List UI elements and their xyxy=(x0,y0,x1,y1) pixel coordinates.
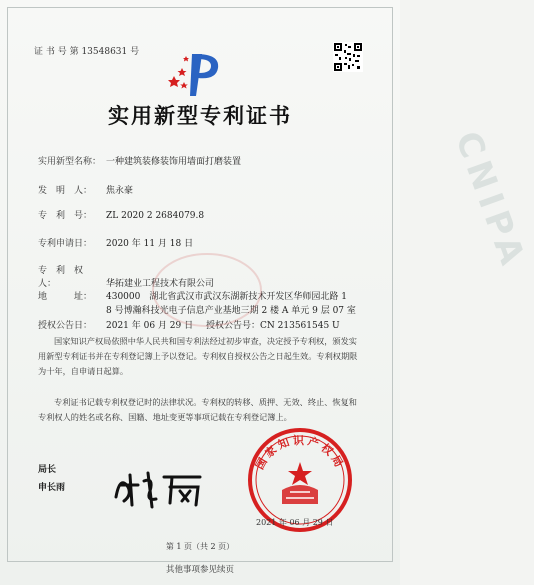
paragraph-2: 专利证书记载专利权登记时的法律状况。专利权的转移、质押、无效、终止、恢复和专利权人的姓名或名称、国籍、地址变更等事项记载在专利登记簿上。 xyxy=(38,397,357,422)
cnipa-logo-icon xyxy=(168,48,226,100)
signature-image xyxy=(110,467,210,512)
page-number: 第 1 页（共 2 页） xyxy=(165,542,235,551)
patent-no-value: ZL 2020 2 2684079.8 xyxy=(106,211,205,221)
address-line1: 430000 湖北省武汉市武汉东湖新技术开发区华师园北路 1 xyxy=(106,292,347,302)
signer-name: 申长雨 xyxy=(38,483,66,493)
inventor-label: 发 明 人： xyxy=(38,186,93,196)
patent-no-label: 专 利 号： xyxy=(38,211,93,221)
field-inventor xyxy=(38,183,133,196)
address-line2: 8 号博瀚科技光电子信息产业基地三期 2 楼 A 单元 9 层 07 室 xyxy=(106,306,356,316)
certificate-number: 证 书 号 第 13548631 号 xyxy=(34,47,140,57)
application-date-value: 2020 年 11 月 18 日 xyxy=(106,239,194,249)
announce-no-label: 授权公告号： xyxy=(206,321,261,331)
certificate-title: 实用新型专利证书 xyxy=(108,104,292,128)
utility-name-label: 实用新型名称： xyxy=(38,157,102,167)
field-patent-no xyxy=(38,208,204,221)
seal-date: 2021 年 06 月 29 日 xyxy=(256,518,334,527)
field-application-date xyxy=(38,236,193,249)
address-label: 地 址： xyxy=(38,292,93,302)
seal-text: 国家知识产权局 xyxy=(253,434,347,472)
paragraph-1: 国家知识产权局依照中华人民共和国专利法经过初步审查，决定授予专利权，颁发实用新型专利证书并在专利登记簿上予以登记。专利权自授权公告之日起生效。专利权期限为十年，自申请日起算。 xyxy=(38,336,358,376)
field-utility-name xyxy=(38,154,241,167)
role-title: 局长 xyxy=(38,465,57,475)
patentee-label: 专 利 权 人： xyxy=(38,266,93,289)
announce-no-value: CN 213561545 U xyxy=(260,321,340,331)
faint-stamp-overlay xyxy=(150,250,265,330)
inventor-value: 焦永豪 xyxy=(106,186,134,196)
footer-note: 其他事项参见续页 xyxy=(165,565,234,575)
utility-name-value: 一种建筑装修装饰用墙面打磨装置 xyxy=(106,157,242,167)
patentee-value: 华拓建业工程技术有限公司 xyxy=(106,279,215,289)
watermark-text: CNIPA xyxy=(447,126,534,276)
qr-code-icon xyxy=(333,42,363,72)
announce-date-value: 2021 年 06 月 29 日 xyxy=(106,321,194,331)
application-date-label: 专利申请日： xyxy=(38,239,93,249)
announce-date-label: 授权公告日： xyxy=(38,321,93,331)
